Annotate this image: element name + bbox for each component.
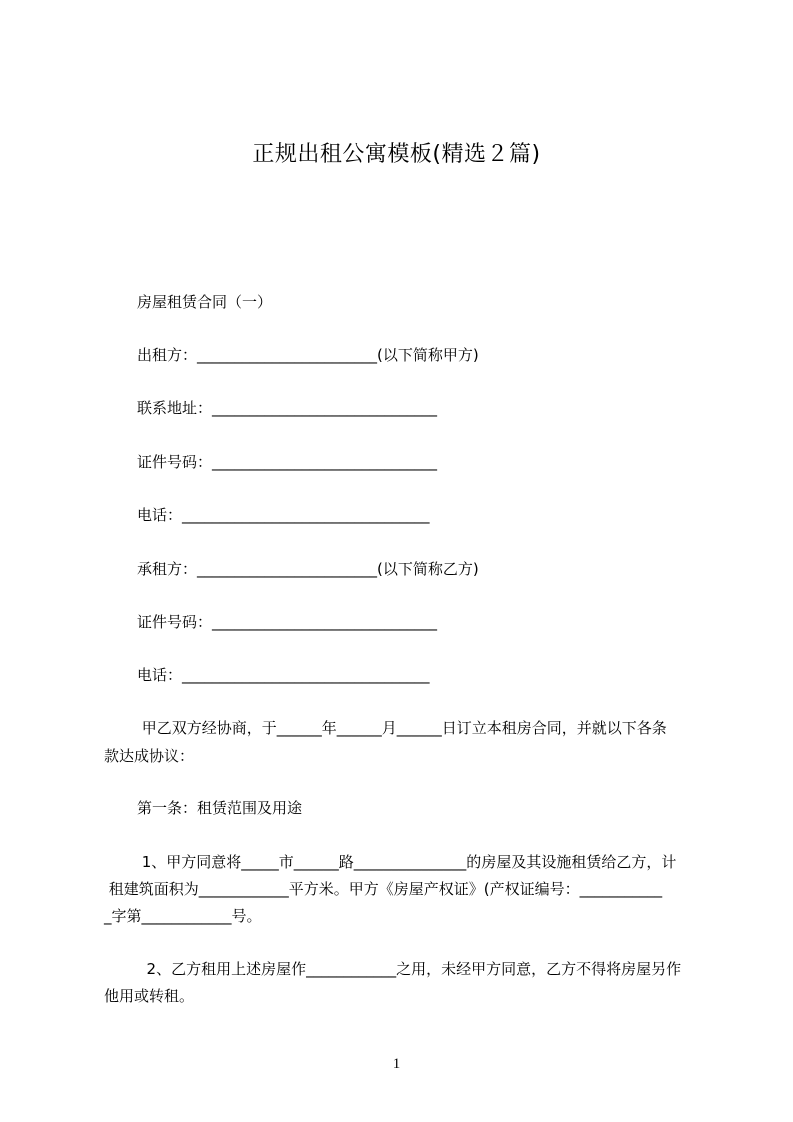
lessee-line: 承租方：________________________(以下简称乙方) (137, 560, 479, 578)
lessee-phone-line: 电话：_________________________________ (137, 666, 430, 684)
agreement-paragraph-line-2: 款达成协议： (104, 747, 195, 765)
lessor-address-line: 联系地址：______________________________ (137, 399, 438, 417)
contract-heading: 房屋租赁合同（一） (137, 293, 273, 311)
clause-1-line-1: 1、甲方同意将_____市______路_______________的房屋及其设施租赁给乙方，计 (137, 853, 677, 871)
clause-1-line-2: 租建筑面积为____________平方米。甲方《房屋产权证》(产权证编号：___________ (104, 880, 663, 898)
document-title: 正规出租公寓模板(精选２篇) (252, 142, 541, 167)
page-number: 1 (392, 1056, 401, 1072)
clause-2-line-2: 他用或转租。 (104, 987, 195, 1005)
agreement-paragraph-line-1: 甲乙双方经协商，于______年______月______日订立本租房合同，并就以下各条 (137, 719, 667, 737)
lessee-id-line: 证件号码：______________________________ (137, 613, 438, 631)
clause-2-line-1: 2、乙方租用上述房屋作____________之用，未经甲方同意，乙方不得将房屋另作 (137, 960, 682, 978)
lessor-line: 出租方：________________________(以下简称甲方) (137, 346, 479, 364)
lessor-phone-line: 电话：_________________________________ (137, 506, 430, 524)
lessor-id-line: 证件号码：______________________________ (137, 453, 438, 471)
clause-1-line-3: _字第____________号。 (104, 907, 262, 925)
article-one-heading: 第一条：租赁范围及用途 (137, 799, 303, 817)
